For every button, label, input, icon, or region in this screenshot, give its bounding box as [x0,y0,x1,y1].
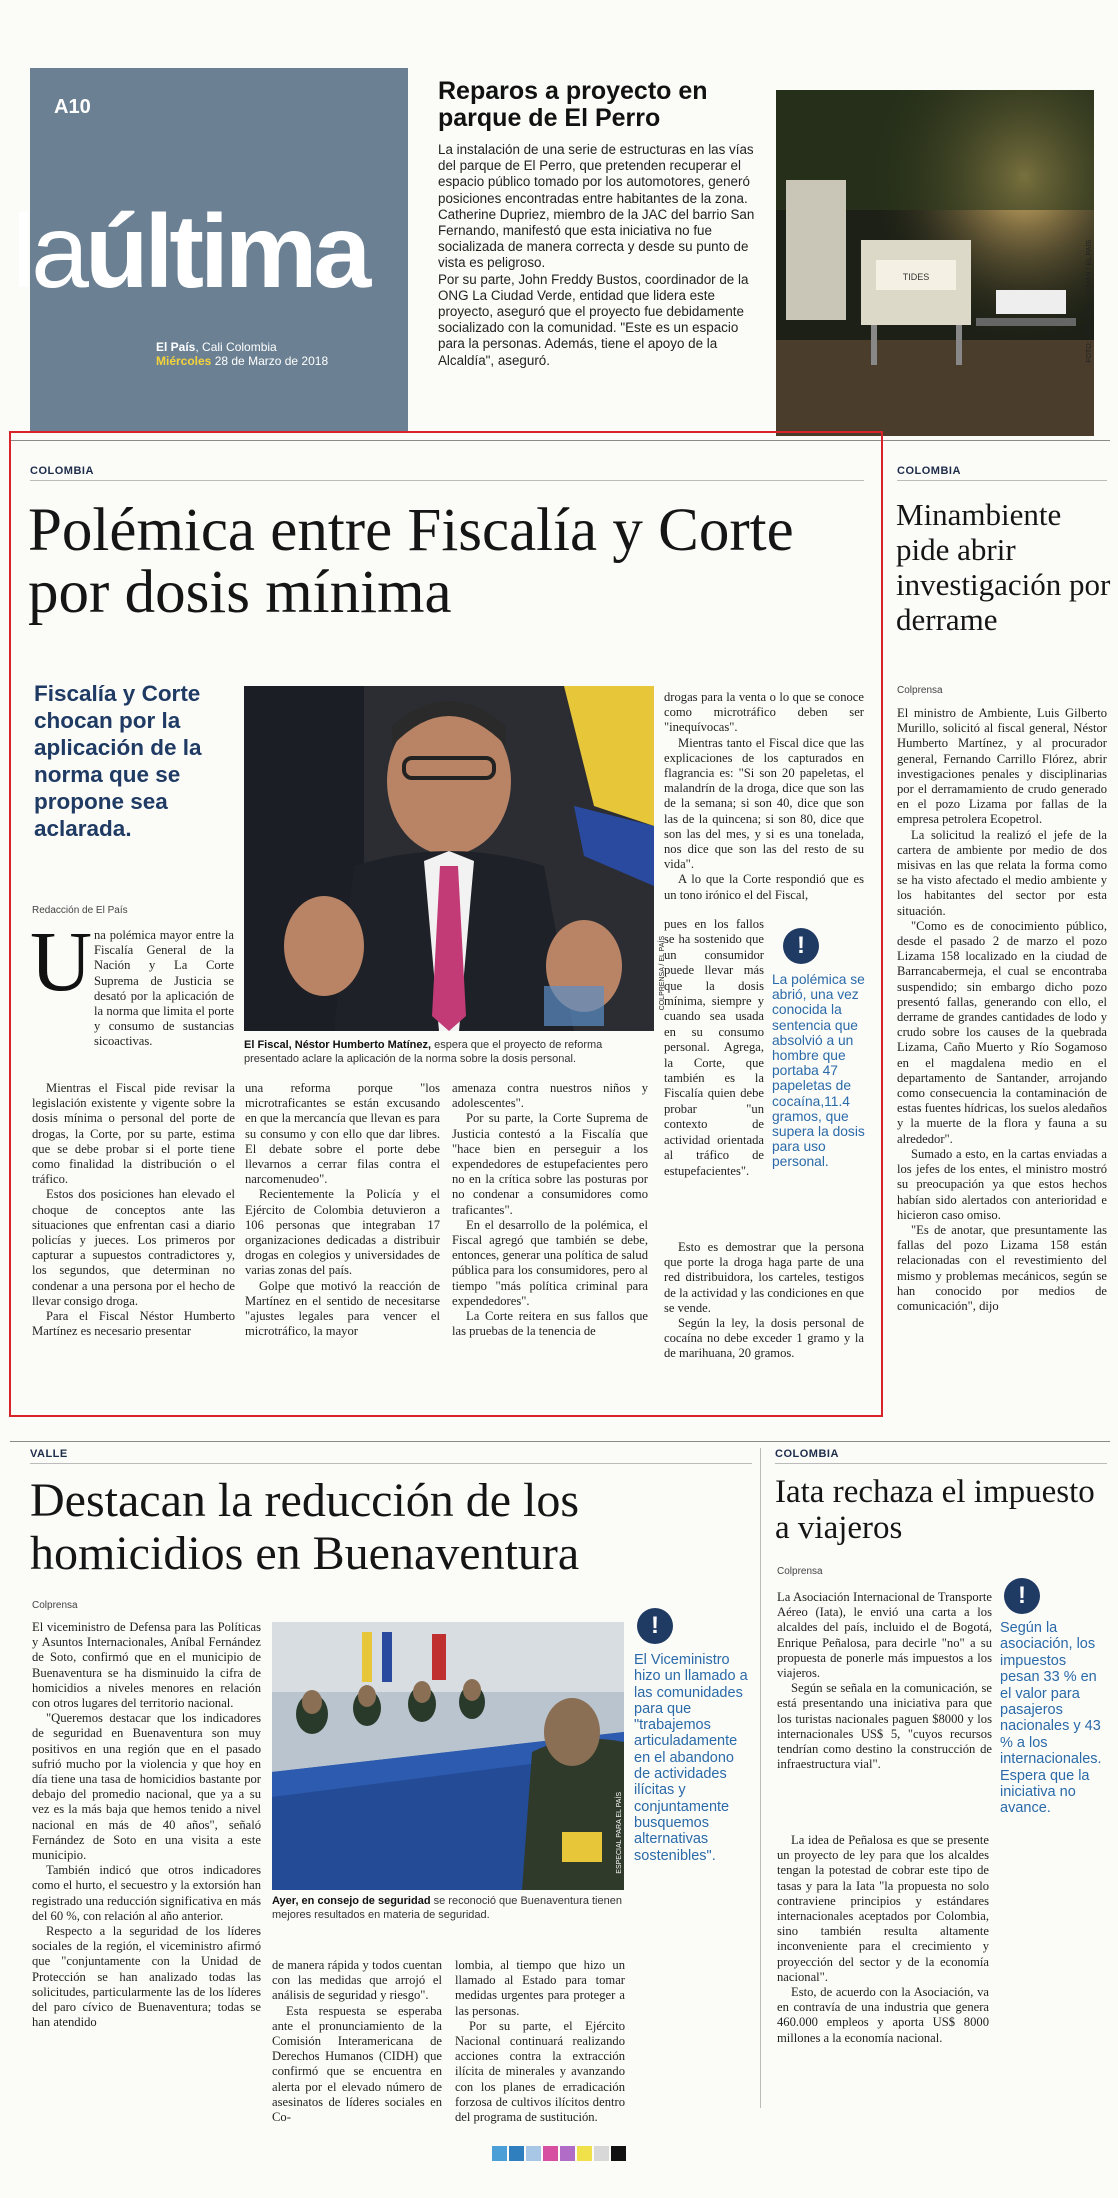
main-col-4-narrow [664,917,764,1179]
paragraph: Según se señala en la comunicación, se está presentando una iniciativa para que los turistas nacionales paguen $8000 y los internacionales US$ 5, "cuyos recursos tendrían como destino la construcción de infraestructura vial". [777,1681,992,1772]
top-story-headline: Reparos a proyecto en parque de El Perro [438,77,708,132]
paragraph: pues en los fallos se ha sostenido que un consumidor puede llevar más que la dosis mínima, siempre y cuando sea usada en su consumo personal. Agrega, la Corte, que también es la Fiscalía quien debe probar "un contexto de actividad orientada al tráfico de estupefacientes". [664,917,764,1178]
brand-light: la [12,194,85,310]
paragraph: lombia, al tiempo que hizo un llamado al Estado para tomar medidas urgentes para proteger a las personas. [455,1958,625,2018]
registration-marks [492,2146,626,2162]
paragraph: En el desarrollo de la polémica, el Fiscal agregó que también se debe, entonces, generar una política de salud pública para los consumidores, pero al tiempo "más política criminal para expendedores". [452,1217,648,1308]
fiscal-photo [244,686,666,1031]
paragraph: "Como es de conocimiento público, desde el pasado 2 de marzo el pozo Lizama 158 localizado en la ciudad de Barrancabermeja, el cual se encontraba suspendido; sin embargo dicho pozo presentó fallas, generando con ello, el derrame de grandes cantidades de lodo y crudo sobre los causes de la quebrada Lizama, Caño Muerto y Río Sogamoso en el magdalena medio en el departamento de Santander, arrojando como consecuencia la contaminación de estas fuentes hídricas, los suelos aledaños y la muerte de la flora y fauna a su alrededor". [897,918,1107,1146]
main-headline: Polémica entre Fiscalía y Corte por dosis mínima [28,497,794,626]
caption-text: se reconoció que Buenaventura tienen mejores resultados en materia de seguridad. [272,1895,622,1921]
exclamation-icon: ! [1004,1578,1040,1614]
paragraph: Mientras el Fiscal pide revisar la legislación existente y vigente sobre la dosis mínima o personal del porte de drogas, la Corte, por su parte, estima que se debe probar si el porte tiene como finalidad la distribución o el tráfico. [32,1081,235,1187]
paragraph: También indicó que otros indicadores como el hurto, el secuestro y la extorsión han registrado una reducción significativa en más del 60 %, con relación al año anterior. [32,1863,261,1923]
side-headline: Minambiente pide abrir investigación por derrame [896,497,1111,637]
paragraph: Esta respuesta se esperaba ante el pronunciamiento de la Comisión Interamericana de Derechos Humanos (CIDH) que confirmó que se encuentra en alerta por el elevado número de asesinatos de líderes sociales en Co- [272,2003,442,2125]
color-swatch [611,2146,626,2161]
color-swatch [492,2146,507,2161]
paragraph: Por su parte, el Ejército Nacional continuará realizando acciones contra la extracción ilícita de minerales y avanzando con los planes de erradicación forzosa de cultivos ilícitos dentro del programa de sustitución. [455,2018,625,2125]
paper-name: El País [156,340,196,354]
brand-logo [12,194,368,310]
bottom-headline: Destacan la reducción de los homicidios en Buenaventura [30,1474,580,1580]
park-photo [776,90,1094,436]
section-tag: COLOMBIA [30,465,94,477]
paragraph: Recientemente la Policía y el Ejército de Colombia detuvieron a 106 personas que integraban 17 organizaciones dedicadas a distribuir drogas en colegios y universidades de varias zonas del país. [245,1187,440,1278]
caption-bold: El Fiscal, Néstor Humberto Matínez, [244,1039,432,1051]
color-swatch [543,2146,558,2161]
paragraph: Esto, de acuerdo con la Asociación, va en contravía de una industria que genera 460.000 empleos y aporta US$ 8000 millones a la economía nacional. [777,1985,989,2045]
paragraph: La idea de Peñalosa es que se presente un proyecto de ley para que los alcaldes tengan la potestad de cobrar este tipo de tasas y para la Iata "la propuesta no solo contraviene principios y estándares internacionales aceptados por Colombia, sino también resulta altamente inconveniente para el crecimiento y proyección del sector y de la economía nacional". [777,1833,989,1984]
bottom-col-3 [455,1958,625,2128]
bottom-col-1 [32,1620,261,2120]
main-col-2 [245,1081,440,1339]
color-swatch [526,2146,541,2161]
color-swatch [560,2146,575,2161]
top-story [438,78,760,428]
exclamation-icon: ! [783,928,819,964]
main-col-1 [32,1081,235,1339]
dropcap: U [30,913,93,1009]
main-photo-credit: COLPRENSA / EL PAÍS [659,936,666,1011]
side-byline: Colprensa [897,685,943,696]
masthead [12,68,408,432]
lead-paragraph: na polémica mayor entre la Fiscalía General de la Nación y La Corte Suprema de Justicia se desató por la aplicación de la norma que limita el porte y consumo de sustancias sicoactivas. [94,928,234,1049]
paragraph: Por su parte, John Freddy Bustos, coordinador de la ONG La Ciudad Verde, entidad que lidera este proyecto, aseguró que el proyecto fue debidamente socializado con la comunidad. "Este es un espacio para la personas. Además, tiene el apoyo de la Alcaldía", aseguró. [438,271,749,368]
iata-callout: Según la asociación, los impuestos pesan 33 % en el valor para pasajeros nacionales y 43 % a los internacionales. Espera que la iniciativa no avance. [1000,1620,1102,1817]
brand-bold: última [84,194,368,310]
fiscal-photo-art [244,686,654,1031]
bottom-callout: El Viceministro hizo un llamado a las comunidades para que "trabajemos articuladamente en el abandono de actividades ilícitas y conjuntamente busquemos alternativas sostenibles". [634,1652,748,1864]
weekday: Miércoles [156,354,212,368]
lead-paragraph-wrap [94,928,234,1050]
divider [10,1441,1110,1442]
svg-text:TIDES: TIDES [902,272,930,282]
paragraph: Según la ley, la dosis personal de cocaína no debe exceder 1 gramo y la de marihuana, 20 gramos. [664,1316,864,1361]
paragraph: Sumado a esto, en la cartas enviadas a los jefes de los entes, el ministro mostró su preocupación ya que estos hechos habían sido alertados con anterioridad e hicieron caso omiso. [897,1146,1107,1222]
paragraph: La solicitud la realizó el jefe de la cartera de ambiente por medio de dos misivas en las que relata la forma como se ha visto afectado el medio ambiente y los habitantes del sector por esta situación. [897,827,1107,918]
main-col-4-bottom [664,1240,864,1362]
main-photo-caption [244,1038,654,1066]
caption-bold: Ayer, en consejo de seguridad [272,1895,431,1907]
bottom-byline: Colprensa [32,1600,78,1611]
iata-headline: Iata rechaza el impuesto a viajeros [775,1474,1095,1546]
paragraph: La Corte reitera en sus fallos que las pruebas de la tenencia de [452,1309,648,1339]
masthead-dateline: El País, Cali Colombia Miércoles 28 de Marzo de 2018 [156,340,329,368]
paragraph: El ministro de Ambiente, Luis Gilberto Murillo, solicitó al fiscal general, Néstor Humberto Martínez, y al procurador general, Fernando Carrillo Flórez, abrir investigaciones penales y disciplinarias por el derramamiento de crudo generado en el pozo Lizama por fallas de la empresa petrolera Ecopetrol. [897,706,1107,827]
iata-section-tag: COLOMBIA [775,1448,839,1460]
column-rule [760,1448,761,2108]
paragraph: Esto es demostrar que la persona que porte la droga haga parte de una red distribuidora, los carteles, testigos de la actividad y las condiciones en que se vende. [664,1240,864,1315]
main-deck: Fiscalía y Corte chocan por la aplicación de la norma que se propone sea aclarada. [34,681,202,841]
date: 28 de Marzo de 2018 [214,354,329,368]
color-swatch [594,2146,609,2161]
color-swatch [577,2146,592,2161]
bottom-photo-caption [272,1894,624,1922]
divider [775,1463,1107,1464]
paragraph: A lo que la Corte respondió que es un tono irónico el del Fiscal, [664,872,864,902]
caption-text: espera que el proyecto de reforma presentado aclare la aplicación de la norma sobre la dosis personal. [244,1039,603,1065]
paragraph: La Asociación Internacional de Transporte Aéreo (Iata), le envió una carta a los alcaldes del país, incluido el de Bogotá, Enrique Peñalosa, para decirle "no" a su propuesta de ponerle más impuestos a los viajeros. [777,1590,992,1681]
bottom-photo-credit: ESPECIAL PARA EL PAÍS [616,1792,623,1874]
paragraph: Para el Fiscal Néstor Humberto Martínez es necesario presentar [32,1309,235,1339]
paragraph: Estos dos posiciones han elevado el choque de conceptos ante las situaciones que enfrentan casi a diario policías y jueces. Los primeros por capturar a supuestos contradictores y, los segundos, que determinan no condenar a una persona por el hecho de llevar consigo droga. [32,1187,235,1308]
paragraph: Golpe que motivó la reacción de Martínez en el sentido de necesitarse "ajustes legales para vencer el microtráfico, la mayor [245,1278,440,1339]
paragraph: una reforma porque "los microtraficantes se están excusando en que la mercancía que llevan es para su consumo y con ello que dar libres. El debate sobre el porte debe llevarnos a cerrar filas contra el narcomenudeo". [245,1081,440,1187]
security-council-photo [272,1622,624,1890]
paragraph: Catherine Dupriez, miembro de la JAC del barrio San Fernando, manifestó que esta iniciativa no fue socializada de manera correcta y desde su punto de vista es peligroso. [438,206,755,271]
paragraph: amenaza contra nuestros niños y adolescentes". [452,1081,648,1111]
paragraph: "Queremos destacar que los indicadores de seguridad en Buenaventura son muy positivos en una región que en el pasado sufrió mucho por la violencia y que hoy en día tiene una tasa de homicidios bastante por debajo del promedio nacional, que ya a su vez es la más baja que hemos tenido a nivel nacional en más de 40 años", señaló Fernández de Soto en una visita a este municipio. [32,1711,261,1863]
paragraph: de manera rápida y todos cuentan con las medidas que arrojó el análisis de seguridad y riesgo". [272,1958,442,2003]
paragraph: Respecto a la seguridad de los líderes sociales de la región, el viceministro afirmó que "conjuntamente con la Unidad de Protección se han analizado todas las solicitudes, particularmente las de los líderes del paro cívico de Buenaventura; todas se han atendido [32,1924,261,2030]
top-story-body [438,142,760,369]
main-callout: La polémica se abrió, una vez conocida la sentencia que absolvió a un hombre que portaba 47 papeletas de cocaína,11.4 gramos, que supera la dosis para uso personal. [772,972,865,1170]
bottom-col-2 [272,1958,442,2128]
top-photo-credit: FOTO: JOSÉ LUIS GUZMÁN / EL PAÍS [1086,240,1093,363]
exclamation-icon: ! [637,1608,673,1644]
divider [897,480,1107,481]
main-col-3 [452,1081,648,1339]
divider [30,1463,752,1464]
iata-byline: Colprensa [777,1566,823,1577]
side-section-tag: COLOMBIA [897,465,961,477]
city: Cali Colombia [202,340,277,354]
bottom-section-tag: VALLE [30,1448,68,1460]
paragraph: "Es de anotar, que presuntamente las fallas del pozo Lizama 158 están relacionadas con el revestimiento del mismo y problemas mecánicos, según se han conocido por medios de comunicación", dijo [897,1222,1107,1313]
page-number: A10 [54,96,91,118]
paragraph: La instalación de una serie de estructuras en las vías del parque de El Perro, que pretenden recuperar el espacio público tomado por los automotores, generó posiciones encontradas entre habitantes de la zona. [438,142,754,206]
side-body [897,706,1107,1396]
paragraph: drogas para la venta o lo que se conoce como microtráfico deben ser "inequívocas". [664,690,864,735]
iata-body-top [777,1590,992,1772]
iata-body-bottom [777,1833,989,2046]
color-swatch [509,2146,524,2161]
council-photo-art [272,1622,624,1890]
divider [30,480,864,481]
paragraph: Por su parte, la Corte Suprema de Justicia contestó a la Fiscalía que "hace bien en perseguir a los expendedores de estupefacientes pero no en la crítica sobre las posturas por no condenar a consumidores como traficantes". [452,1111,648,1217]
paragraph: El viceministro de Defensa para las Políticas y Asuntos Internacionales, Aníbal Fernández de Soto, confirmó que en el municipio de Buenaventura se ha disminuido la cifra de homicidios a niveles menores en relación con otros lugares del territorio nacional. [32,1620,261,1711]
paragraph: Mientras tanto el Fiscal dice que las explicaciones de los capturados en flagrancia es: "Si son 20 papeletas, el malandrín de la droga, dice que son las de la semana; si son 40, dice que son las de la quincena; si son 80, dice que son las del mes, y si es una tonelada, nos dice que son las del resto de su vida". [664,735,864,872]
park-photo-art [776,90,1094,436]
main-col-4-top [664,690,864,903]
main-byline: Redacción de El País [32,905,128,916]
